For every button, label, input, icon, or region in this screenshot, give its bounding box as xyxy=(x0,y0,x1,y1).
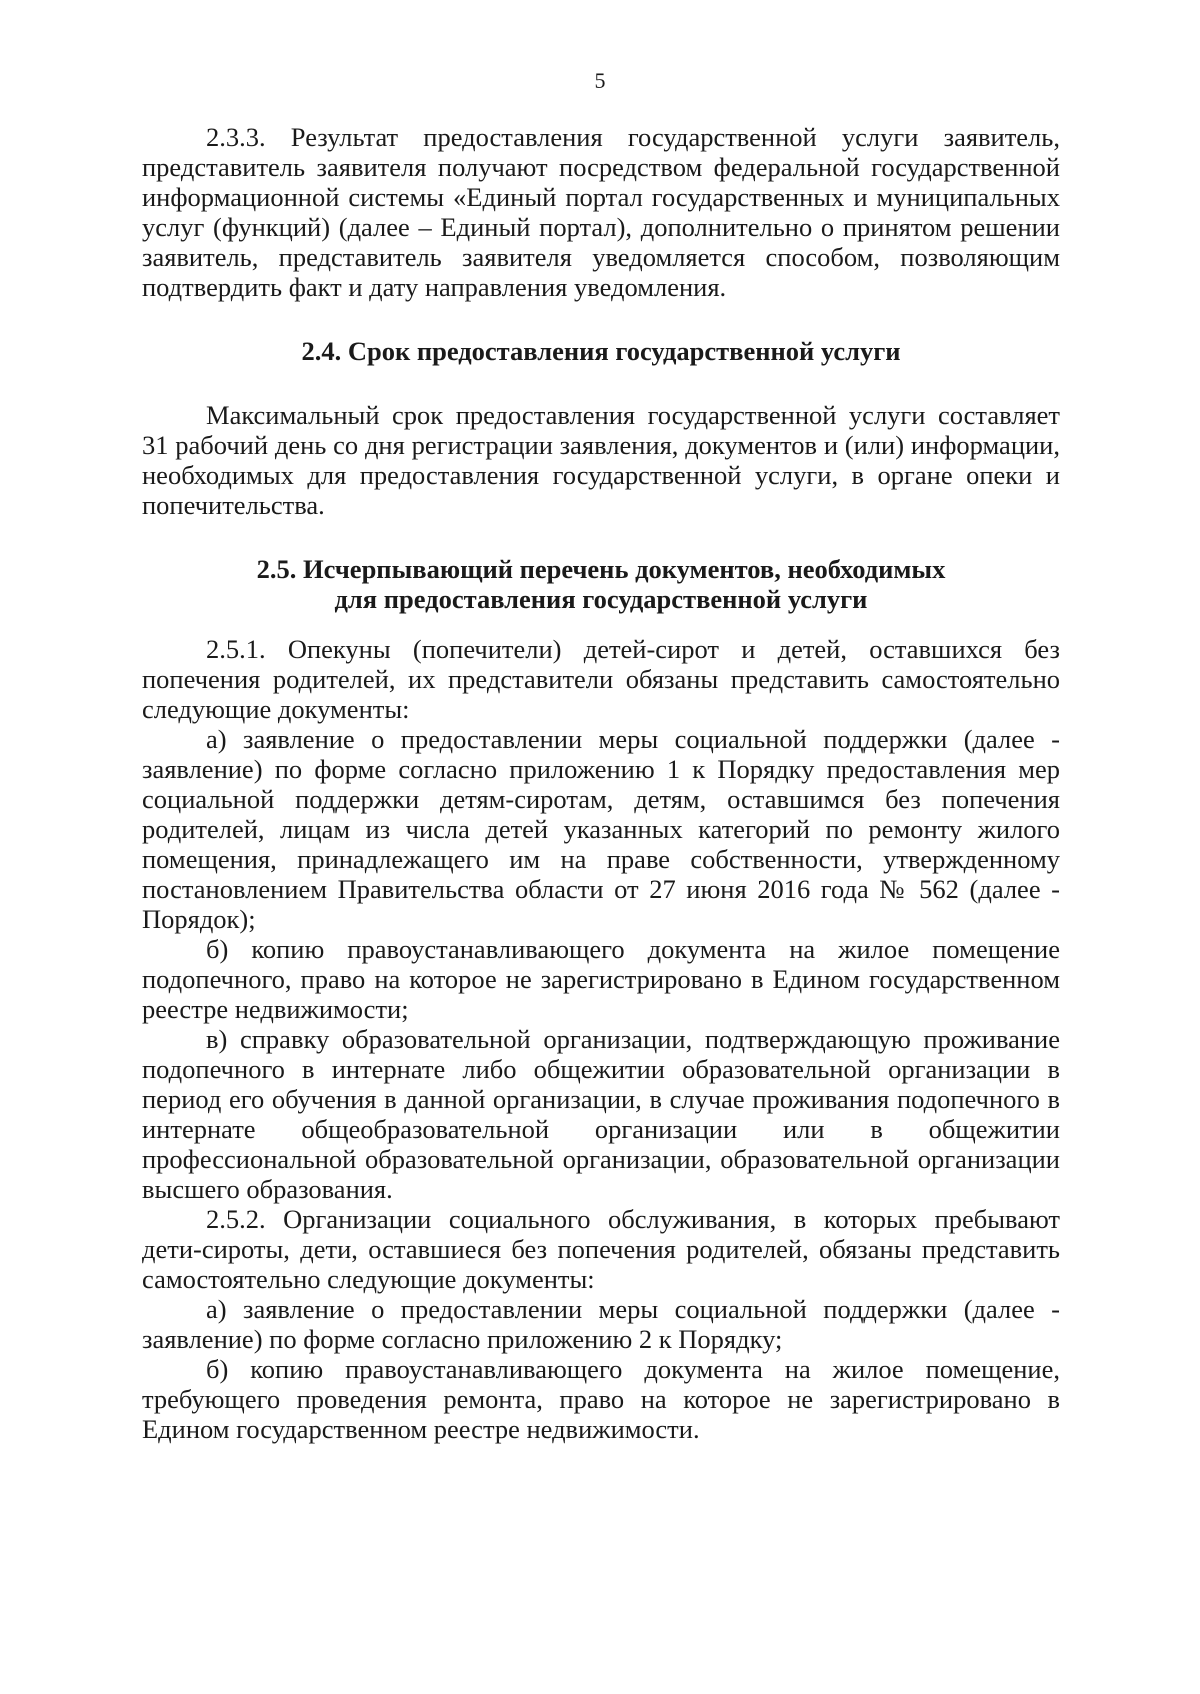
paragraph-2-5-1-a: а) заявление о предоставлении меры социальной поддержки (далее - заявление) по форме согласно приложению 1 к Порядку предоставления мер социальной поддержки детям-сиротам, детям, оставшимся без попечения родителей, лицам из числа детей указанных категорий по ремонту жилого помещения, принадлежащего им на праве собственности, утвержденному постановлением Правительства области от 27 июня 2016 года № 562 (далее - Порядок); xyxy=(142,724,1060,934)
paragraph-2-5-2: 2.5.2. Организации социального обслуживания, в которых пребывают дети-сироты, дети, оставшиеся без попечения родителей, обязаны представить самостоятельно следующие документы: xyxy=(142,1204,1060,1294)
heading-2-4 xyxy=(142,336,1060,366)
heading-2-5-line-1: 2.5. Исчерпывающий перечень документов, необходимых xyxy=(256,554,946,584)
paragraph-2-5-2-a: а) заявление о предоставлении меры социальной поддержки (далее - заявление) по форме согласно приложению 2 к Порядку; xyxy=(142,1294,1060,1354)
heading-2-4-line: 2.4. Срок предоставления государственной услуги xyxy=(301,336,901,366)
paragraph-2-5-1-b: б) копию правоустанавливающего документа на жилое помещение подопечного, право на которое не зарегистрировано в Едином государственном реестре недвижимости; xyxy=(142,934,1060,1024)
paragraph-2-5-1-v: в) справку образовательной организации, подтверждающую проживание подопечного в интернате либо общежитии образовательной организации в период его обучения в данной организации, в случае проживания подопечного в интернате общеобразовательной организации или в общежитии профессиональной образовательной организации, образовательной организации высшего образования. xyxy=(142,1024,1060,1204)
paragraph-2-5-1: 2.5.1. Опекуны (попечители) детей-сирот и детей, оставшихся без попечения родителей, их представители обязаны представить самостоятельно следующие документы: xyxy=(142,634,1060,724)
page-number: 5 xyxy=(594,68,606,93)
paragraph-2-3-3: 2.3.3. Результат предоставления государственной услуги заявитель, представитель заявителя получают посредством федеральной государственной информационной системы «Единый портал государственных и муниципальных услуг (функций) (далее – Единый портал), дополнительно о принятом решении заявитель, представитель заявителя уведомляется способом, позволяющим подтвердить факт и дату направления уведомления. xyxy=(142,122,1060,302)
heading-2-5-line-2: для предоставления государственной услуги xyxy=(334,584,868,614)
document-body xyxy=(142,122,1060,1444)
paragraph-max-term: Максимальный срок предоставления государственной услуги составляет 31 рабочий день со дня регистрации заявления, документов и (или) информации, необходимых для предоставления государственной услуги, в органе опеки и попечительства. xyxy=(142,400,1060,520)
paragraph-2-5-2-b: б) копию правоустанавливающего документа на жилое помещение, требующего проведения ремонта, право на которое не зарегистрировано в Едином государственном реестре недвижимости. xyxy=(142,1354,1060,1444)
heading-2-5 xyxy=(142,554,1060,614)
